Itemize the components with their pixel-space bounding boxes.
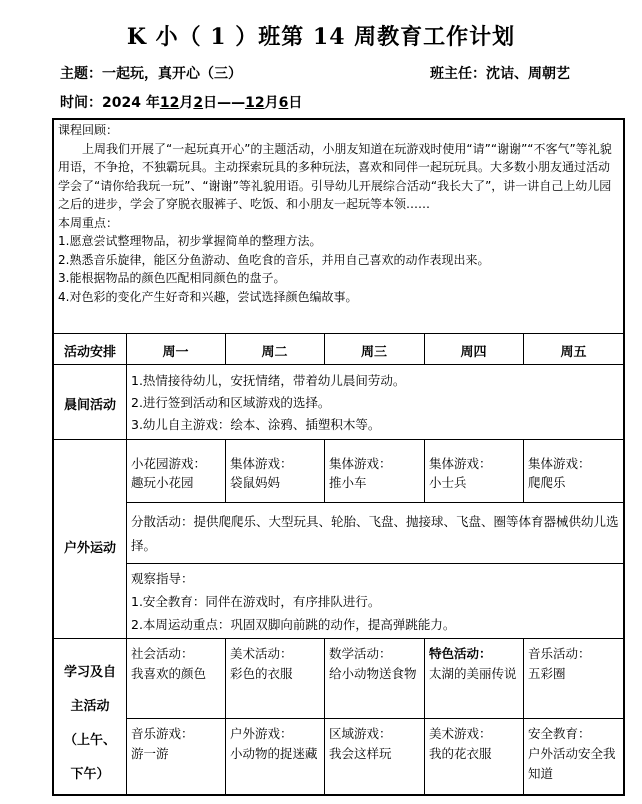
time-day-unit-end: 日	[288, 95, 303, 111]
game-type: 集体游戏：	[230, 456, 293, 471]
time-day-unit-start: 日	[203, 95, 218, 111]
activity-name: 彩色的衣服	[230, 666, 293, 681]
learning-tuesday-1	[230, 644, 322, 684]
day-thursday: 周四	[460, 345, 487, 360]
outdoor-label: 户外运动	[63, 541, 116, 556]
focus-item: 1.愿意尝试整理物品，初步掌握简单的整理方法。	[58, 234, 322, 248]
outdoor-game-wednesday	[329, 454, 421, 492]
activity-name: 我喜欢的颜色	[131, 666, 207, 681]
rule-morning-bottom	[54, 439, 624, 440]
time-month-unit: 月	[179, 95, 194, 111]
time-month-end: 12	[245, 95, 265, 111]
time-month-unit-end: 月	[264, 95, 279, 111]
activity-type: 音乐游戏：	[131, 726, 194, 741]
activity-name: 小动物的捉迷藏	[230, 746, 318, 761]
schedule-corner: 活动安排	[63, 345, 116, 360]
learning-monday-2	[131, 724, 223, 764]
focus-item: 2.熟悉音乐旋律，能区分鱼游动、鱼吃食的音乐，并用自己喜欢的动作表现出来。	[58, 252, 490, 267]
outdoor-observe	[131, 567, 621, 636]
activity-type: 户外游戏：	[230, 726, 293, 741]
activity-name: 太湖的美丽传说	[429, 666, 517, 681]
learning-label-line: 学习及自	[63, 665, 116, 680]
learning-friday-1	[528, 644, 620, 684]
rule-outdoor-bottom	[54, 638, 624, 639]
morning-item: 2.进行签到活动和区域游戏的选择。	[131, 395, 331, 410]
rule-review-bottom	[54, 333, 624, 334]
rule-col-4-games	[424, 439, 425, 502]
game-name: 趣玩小花园	[131, 475, 194, 490]
rule-learning-mid	[126, 718, 624, 719]
day-tuesday: 周二	[261, 345, 288, 360]
time-dash: ——	[217, 95, 246, 111]
time-day-start: 2	[193, 95, 204, 111]
outdoor-game-friday	[528, 454, 620, 492]
activity-name: 游一游	[131, 746, 169, 761]
learning-label-line: 主活动	[70, 699, 110, 714]
activity-type: 美术活动：	[230, 646, 293, 661]
day-friday: 周五	[560, 345, 587, 360]
game-type: 集体游戏：	[429, 456, 492, 471]
game-name: 袋鼠妈妈	[230, 475, 281, 490]
activity-type: 数学活动：	[329, 646, 392, 661]
focus-item: 3.能根据物品的颜色匹配相同颜色的盘子。	[58, 271, 286, 285]
activity-name: 给小动物送食物	[329, 666, 417, 681]
game-name: 小士兵	[429, 475, 467, 490]
rule-col-5-learning	[523, 638, 524, 795]
theme-value: 一起玩，真开心（三）	[102, 66, 242, 82]
game-type: 集体游戏：	[329, 456, 392, 471]
rule-label-col	[126, 333, 127, 795]
activity-type: 社会活动：	[131, 646, 194, 661]
activity-name: 户外活动安全我知道	[528, 746, 616, 781]
rule-col-2-games	[225, 439, 226, 502]
game-name: 推小车	[329, 475, 367, 490]
observe-item: 1.安全教育：同伴在游戏时，有序排队进行。	[131, 594, 381, 609]
activity-type: 音乐活动：	[528, 646, 591, 661]
morning-label: 晨间活动	[63, 398, 116, 413]
outdoor-game-thursday	[429, 454, 521, 492]
focus-heading: 本周重点：	[58, 215, 119, 230]
time-line	[60, 92, 302, 112]
game-type: 小花园游戏：	[131, 456, 207, 471]
time-label: 时间：	[60, 95, 102, 111]
learning-label	[54, 656, 126, 792]
activity-type: 安全教育：	[528, 726, 591, 741]
learning-tuesday-2	[230, 724, 322, 764]
teacher-line	[430, 63, 570, 83]
day-monday: 周一	[162, 345, 189, 360]
rule-days-bottom	[54, 364, 624, 365]
morning-items	[131, 370, 621, 436]
review-section	[58, 121, 618, 306]
page-title: K 小（ 1 ）班第 14 周教育工作计划	[126, 24, 516, 50]
teacher-label: 班主任：	[430, 66, 486, 82]
teacher-value: 沈诘、周朝艺	[486, 66, 570, 82]
rule-scattered-bottom	[126, 563, 624, 564]
rule-games-bottom	[126, 502, 624, 503]
learning-label-line: （上午、	[63, 733, 116, 748]
activity-type: 特色活动：	[429, 646, 492, 661]
morning-item: 3.幼儿自主游戏：绘本、涂鸦、插塑积木等。	[131, 417, 381, 432]
outdoor-game-monday	[131, 454, 223, 492]
review-body: 上周我们开展了“一起玩真开心”的主题活动，小朋友知道在玩游戏时使用“请”“谢谢”“不客气”等礼貌用语，不争抢，不独霸玩具。主动探索玩具的多种玩法，喜欢和同伴一起玩玩具。大多数小朋友通过活动学会了“请你给我玩一玩”、“谢谢”等礼貌用语。引导幼儿开展综合活动“我长大了”，讲一讲自己上幼儿园之后的进步，学会了穿脱衣服裤子、吃饭、和小朋友一起玩等本领……	[58, 141, 612, 211]
observe-item: 2.本周运动重点：巩固双脚向前跳的动作，提高弹跳能力。	[131, 617, 456, 632]
learning-wednesday-2	[329, 724, 421, 764]
learning-thursday-1	[429, 644, 521, 684]
theme-label: 主题：	[60, 66, 102, 82]
activity-name: 我会这样玩	[329, 746, 392, 761]
learning-friday-2	[528, 724, 620, 784]
learning-monday-1	[131, 644, 223, 684]
learning-label-line: 下午）	[70, 767, 110, 782]
game-name: 爬爬乐	[528, 475, 566, 490]
outdoor-game-tuesday	[230, 454, 322, 492]
activity-name: 五彩圈	[528, 666, 566, 681]
rule-col-3-games	[324, 439, 325, 502]
game-type: 集体游戏：	[528, 456, 591, 471]
activity-type: 区域游戏：	[329, 726, 392, 741]
day-wednesday: 周三	[360, 345, 387, 360]
activity-type: 美术游戏：	[429, 726, 492, 741]
learning-thursday-2	[429, 724, 521, 764]
rule-col-5-games	[523, 439, 524, 502]
rule-col-3-learning	[324, 638, 325, 795]
observe-heading: 观察指导：	[131, 571, 194, 586]
review-heading: 课程回顾：	[58, 123, 119, 137]
focus-item: 4.对色彩的变化产生好奇和兴趣，尝试选择颜色编故事。	[58, 289, 358, 304]
rule-col-4-learning	[424, 638, 425, 795]
theme-line	[60, 63, 242, 83]
outdoor-scattered: 分散活动：提供爬爬乐、大型玩具、轮胎、飞盘、抛接球、飞盘、圈等体育器械供幼儿选择。	[131, 514, 619, 553]
rule-col-2-learning	[225, 638, 226, 795]
morning-item: 1.热情接待幼儿，安抚情绪，带着幼儿晨间劳动。	[131, 373, 406, 388]
learning-wednesday-1	[329, 644, 421, 684]
time-year: 2024 年	[102, 95, 160, 111]
time-month-start: 12	[159, 95, 180, 111]
activity-name: 我的花衣服	[429, 746, 492, 761]
time-day-end: 6	[278, 95, 289, 111]
